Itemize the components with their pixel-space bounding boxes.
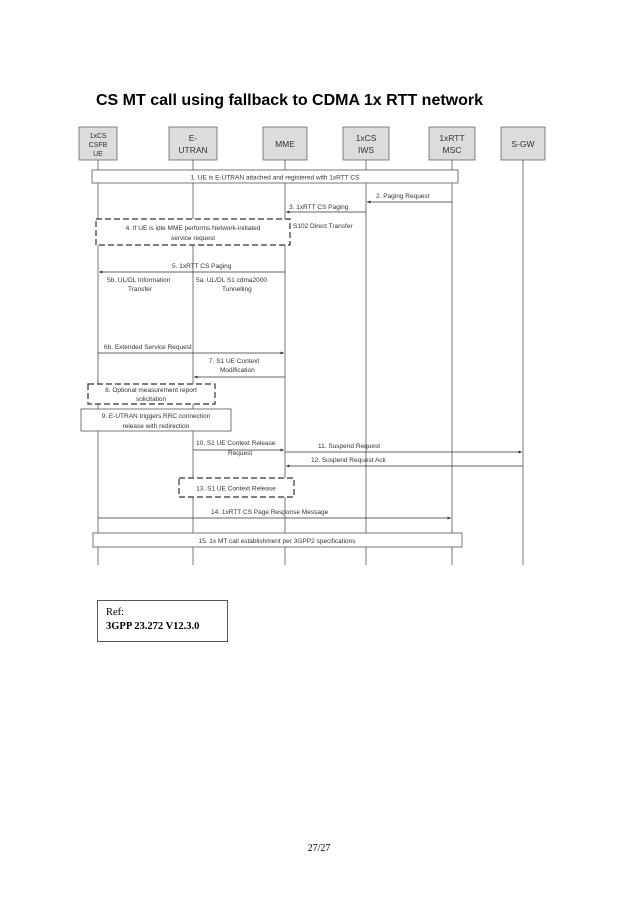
step-10-label-2: Request xyxy=(228,450,253,457)
step-8-label-1: 8. Optional measurement report xyxy=(105,387,197,394)
entity-iws-label-2: IWS xyxy=(357,145,375,155)
step-5b-label-2: Transfer xyxy=(128,286,152,293)
step-7-label-1: 7. S1 UE Context xyxy=(209,358,260,365)
step-7-label-2: Modification xyxy=(220,367,255,374)
entity-eutran-label-1: E- xyxy=(188,133,198,143)
step-14-label: 14. 1xRTT CS Page Response Message xyxy=(211,509,329,516)
entity-ue-label-1: 1xCS xyxy=(89,133,107,140)
step-13-box xyxy=(179,478,294,497)
step-15-box xyxy=(93,533,462,547)
entity-ue-label-2: CSFB xyxy=(88,142,108,149)
entity-iws xyxy=(343,127,389,160)
reference-box xyxy=(97,600,228,642)
step-9-label-2: release with redirection xyxy=(122,423,190,430)
step-4-box xyxy=(96,219,290,245)
step-15-label: 15. 1x MT call establishment per 3GPP2 specifications xyxy=(198,538,356,545)
reference-label: Ref: xyxy=(106,607,125,618)
entity-msc xyxy=(429,127,475,160)
step-4-label-1: 4. If UE is idle MME performs Network-initiated xyxy=(125,225,261,232)
step-9-label-1: 9. E-UTRAN triggers RRC connection xyxy=(101,413,211,420)
step-1-box xyxy=(92,170,458,183)
entity-sgw xyxy=(501,127,545,160)
step-6b-label: 6b. Extended Service Request xyxy=(104,344,192,351)
step-13-label: 13. S1 UE Context Release xyxy=(196,485,276,493)
entity-msc-label-1: 1xRTT xyxy=(439,133,465,143)
entity-sgw-label: S-GW xyxy=(511,139,535,149)
entity-eutran-label-2: UTRAN xyxy=(178,145,208,155)
step-11-label: 11. Suspend Request xyxy=(318,443,381,450)
reference-value: 3GPP 23.272 V12.3.0 xyxy=(106,621,200,632)
entity-eutran xyxy=(169,127,217,160)
step-4-label-2: service request xyxy=(170,235,216,242)
entity-iws-label-1: 1xCS xyxy=(355,133,377,143)
entity-mme xyxy=(263,127,307,160)
step-12-label: 12. Suspend Request Ack xyxy=(311,457,386,464)
step-8-box xyxy=(88,384,215,404)
page-number: 27/27 xyxy=(307,843,331,854)
step-5a-label-2: Tunnelling xyxy=(222,286,252,293)
step-5a-label-1: 5a. UL/DL S1 cdma2000 xyxy=(196,277,267,284)
entity-msc-label-2: MSC xyxy=(442,145,462,155)
step-5-label: 5. 1xRTT CS Paging xyxy=(172,263,232,270)
step-1-label: 1. UE is E-UTRAN attached and registered with 1xRTT CS xyxy=(190,174,360,182)
step-10-label-1: 10. S1 UE Context Release xyxy=(196,440,276,447)
entity-ue-label-3: UE xyxy=(93,151,103,158)
entity-ue xyxy=(79,127,117,160)
step-2-label: 2. Paging Request xyxy=(376,193,430,200)
step-8-label-2: solicitation xyxy=(135,396,167,403)
s102-label: S102 Direct Transfer xyxy=(293,223,353,230)
entity-mme-label: MME xyxy=(275,139,295,149)
step-5b-label-1: 5b. UL/DL Information xyxy=(107,277,171,284)
page-title: CS MT call using fallback to CDMA 1x RTT network xyxy=(96,92,484,109)
step-9-box xyxy=(81,409,231,431)
step-3-label: 3. 1xRTT CS Paging xyxy=(289,204,349,211)
